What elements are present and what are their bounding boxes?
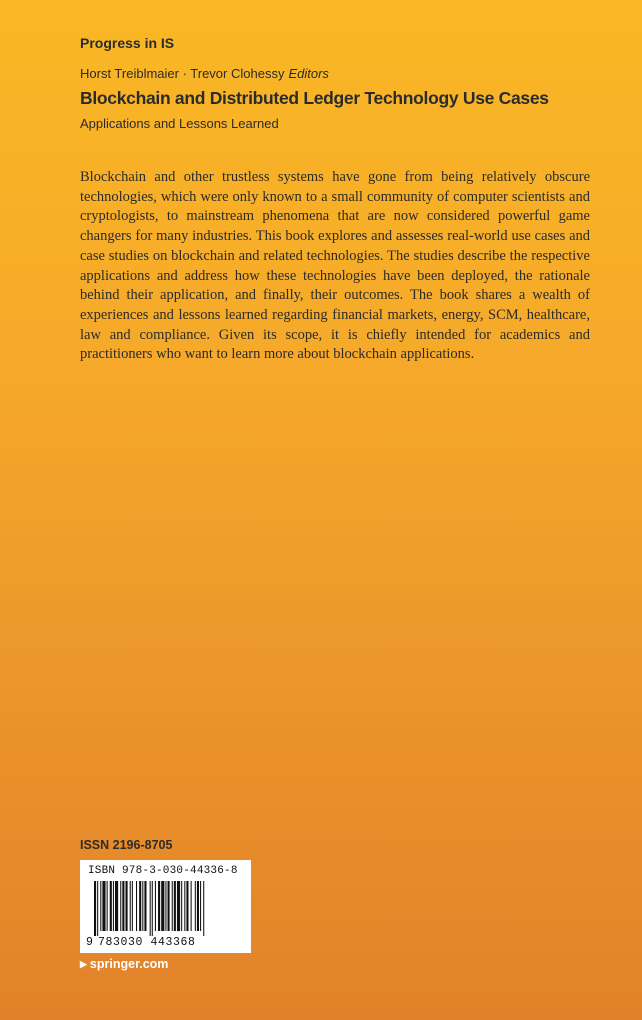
barcode-bar [168,881,170,931]
barcode-bar [203,881,204,936]
publisher-url[interactable]: springer.com [89,957,169,971]
barcode-bar [132,881,133,931]
barcode-bar [136,881,137,931]
editor-names: Horst Treiblmaier · Trevor Clohessy [80,66,285,81]
barcode-bar [200,881,201,931]
editors-role: Editors [288,66,329,81]
barcode-bar [172,881,173,931]
book-title: Blockchain and Distributed Ledger Technology Use Cases [80,88,549,108]
barcode-bar [158,881,160,931]
barcode-bar [186,881,188,931]
barcode-bar [142,881,143,931]
barcode-bar [184,881,185,931]
publisher-link[interactable] [80,957,168,971]
triangle-right-icon: ▶ [80,959,87,969]
isbn-text: ISBN 978-3-030-44336-8 [88,865,238,877]
barcode-bar [150,881,151,936]
barcode-bar [94,881,96,936]
ean-digits: 783030 443368 [98,936,196,949]
barcode-bar [97,881,98,936]
isbn-barcode [80,860,251,953]
issn-label: ISSN 2196-8705 [80,838,173,852]
book-description: Blockchain and other trustless systems have gone from being relatively obscure technologies, which were only known to a small community of computer scientists and cryptologists, to mainstream phenomena that are now considered powerful game changers for many industries. This book explores and assesses real-world use cases and case studies on blockchain and related technologies. The studies describe the respective applications and address how these technologies have been deployed, the rationale behind their application, and finally, their outcomes. The book shares a wealth of experiences and lessons learned regarding financial markets, energy, SCM, healthcare, law and compliance. Given its scope, it is chiefly intended for academics and practitioners who want to learn more about blockchain applications. [80,169,590,363]
barcode-icon [88,881,243,936]
barcode-bar [130,881,131,931]
editors-line [80,66,329,81]
barcode-bar [174,881,176,931]
barcode-bar [115,881,118,931]
barcode-bar [102,881,105,931]
barcode-bar [181,881,182,931]
barcode-bar [152,881,153,936]
barcode-bar [122,881,124,931]
barcode-bar [161,881,164,931]
series-name: Progress in IS [80,35,175,51]
barcode-bar [107,881,108,931]
book-subtitle: Applications and Lessons Learned [80,116,279,131]
barcode-bar [120,881,121,931]
barcode-bar [195,881,196,931]
barcode-bar [177,881,180,931]
ean-first-digit: 9 [86,936,93,949]
barcode-bar [126,881,128,931]
barcode-bar [191,881,192,931]
barcode-bar [139,881,141,931]
barcode-bar [113,881,114,931]
barcode-bar [110,881,112,931]
barcode-bar [144,881,146,931]
barcode-bar [100,881,101,931]
barcode-bar [165,881,166,931]
barcode-bar [155,881,156,931]
barcode-bar [197,881,199,931]
